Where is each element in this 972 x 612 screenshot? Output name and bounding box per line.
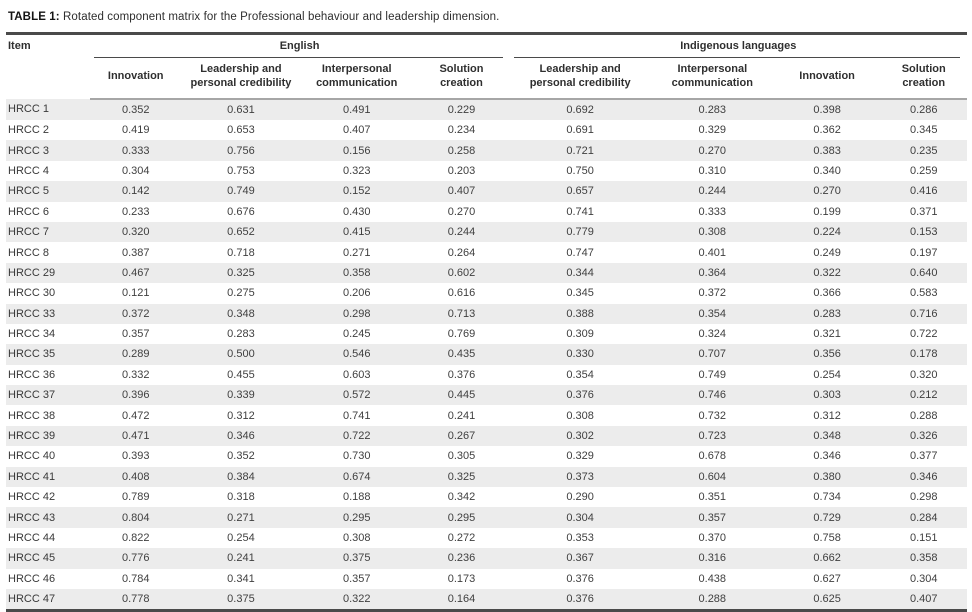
value-cell: 0.351 [698, 491, 727, 504]
value-cell: 0.197 [909, 246, 938, 259]
value-cell: 0.445 [447, 389, 476, 402]
value-cell: 0.288 [651, 589, 774, 611]
value-cell: 0.373 [566, 470, 594, 483]
value-cell: 0.283 [698, 103, 727, 116]
value-cell: 0.259 [909, 164, 938, 177]
value-cell: 0.267 [447, 430, 476, 443]
value-cell: 0.753 [227, 164, 255, 177]
value-cell: 0.419 [121, 124, 150, 137]
table-row [6, 569, 967, 589]
value-cell: 0.366 [813, 287, 841, 300]
value-cell: 0.254 [813, 368, 841, 381]
table-row [6, 304, 967, 324]
value-cell: 0.121 [121, 287, 150, 300]
value-cell: 0.289 [121, 348, 150, 361]
value-cell: 0.346 [813, 450, 841, 463]
table-row [6, 528, 967, 548]
table-row [6, 202, 967, 222]
value-cell: 0.653 [227, 124, 255, 137]
value-cell: 0.604 [698, 470, 727, 483]
value-cell: 0.358 [909, 552, 938, 565]
table-body [6, 99, 967, 611]
value-cell: 0.188 [342, 491, 371, 504]
value-cell: 0.380 [813, 470, 841, 483]
component-matrix-table [6, 32, 967, 612]
table-row [6, 242, 967, 262]
table-row [6, 548, 967, 568]
value-cell: 0.769 [447, 328, 476, 341]
row-item-label: HRCC 1 [8, 103, 49, 116]
value-cell: 0.750 [566, 164, 594, 177]
value-cell: 0.308 [342, 531, 371, 544]
row-item-label: HRCC 46 [8, 572, 56, 585]
value-cell: 0.707 [698, 348, 727, 361]
value-cell: 0.312 [227, 409, 255, 422]
value-cell: 0.233 [121, 205, 150, 218]
value-cell: 0.258 [447, 144, 476, 157]
column-header-label: Leadership and personal credibility [190, 63, 292, 90]
value-cell: 0.353 [566, 531, 594, 544]
value-cell: 0.352 [121, 103, 150, 116]
value-cell: 0.322 [813, 266, 841, 279]
value-cell: 0.455 [227, 368, 255, 381]
row-item-label: HRCC 41 [8, 470, 56, 483]
value-cell: 0.346 [909, 470, 938, 483]
table-row [6, 405, 967, 425]
value-cell: 0.333 [121, 144, 150, 157]
value-cell: 0.732 [698, 409, 727, 422]
value-cell: 0.779 [566, 226, 594, 239]
value-cell: 0.345 [909, 124, 938, 137]
value-cell: 0.388 [566, 307, 594, 320]
value-cell: 0.398 [813, 103, 841, 116]
value-cell: 0.357 [121, 328, 150, 341]
value-cell: 0.324 [698, 328, 727, 341]
value-cell: 0.407 [880, 589, 967, 611]
value-cell: 0.325 [227, 266, 255, 279]
value-cell: 0.367 [566, 552, 594, 565]
row-item-label: HRCC 4 [8, 164, 49, 177]
table-row [6, 589, 967, 611]
value-cell: 0.616 [447, 287, 476, 300]
value-cell: 0.206 [342, 287, 371, 300]
value-cell: 0.304 [909, 572, 938, 585]
value-cell: 0.142 [121, 185, 150, 198]
row-item-label: HRCC 42 [8, 491, 56, 504]
group-header-english: English [90, 34, 510, 59]
table-caption-text: Rotated component matrix for the Professional behaviour and leadership dimension. [63, 11, 500, 23]
value-cell: 0.376 [566, 572, 594, 585]
value-cell: 0.776 [121, 552, 150, 565]
value-cell: 0.572 [342, 389, 371, 402]
value-cell: 0.416 [909, 185, 938, 198]
value-cell: 0.341 [227, 572, 255, 585]
value-cell: 0.322 [300, 589, 413, 611]
value-cell: 0.320 [909, 368, 938, 381]
value-cell: 0.298 [342, 307, 371, 320]
value-cell: 0.376 [566, 389, 594, 402]
value-cell: 0.235 [909, 144, 938, 157]
value-cell: 0.329 [698, 124, 727, 137]
value-cell: 0.376 [510, 589, 651, 611]
value-cell: 0.691 [566, 124, 594, 137]
row-item-label: HRCC 8 [8, 246, 49, 259]
value-cell: 0.356 [813, 348, 841, 361]
value-cell: 0.286 [909, 103, 938, 116]
value-cell: 0.330 [566, 348, 594, 361]
value-cell: 0.747 [566, 246, 594, 259]
value-cell: 0.325 [447, 470, 476, 483]
row-item-label: HRCC 33 [8, 307, 56, 320]
group-header-row [6, 34, 967, 59]
table-caption [8, 11, 967, 23]
value-cell: 0.758 [813, 531, 841, 544]
value-cell: 0.491 [342, 103, 371, 116]
value-cell: 0.298 [909, 491, 938, 504]
value-cell: 0.304 [121, 164, 150, 177]
row-item-label: HRCC 45 [8, 552, 56, 565]
value-cell: 0.730 [342, 450, 371, 463]
value-cell: 0.401 [698, 246, 727, 259]
value-cell: 0.354 [698, 307, 727, 320]
column-header-indigenous-innovation [774, 58, 881, 99]
value-cell: 0.377 [909, 450, 938, 463]
row-item-label: HRCC 39 [8, 430, 56, 443]
value-cell: 0.741 [566, 205, 594, 218]
value-cell: 0.310 [698, 164, 727, 177]
value-cell: 0.546 [342, 348, 371, 361]
row-item-label: HRCC 30 [8, 287, 56, 300]
value-cell: 0.652 [227, 226, 255, 239]
value-cell: 0.305 [447, 450, 476, 463]
value-cell: 0.631 [227, 103, 255, 116]
value-cell: 0.396 [121, 389, 150, 402]
value-cell: 0.236 [447, 552, 476, 565]
value-cell: 0.323 [342, 164, 371, 177]
value-cell: 0.583 [909, 287, 938, 300]
column-header-label: Innovation [107, 70, 164, 83]
row-item-label: HRCC 5 [8, 185, 49, 198]
value-cell: 0.321 [813, 328, 841, 341]
value-cell: 0.430 [342, 205, 371, 218]
value-cell: 0.283 [813, 307, 841, 320]
table-row [6, 365, 967, 385]
row-item-label: HRCC 43 [8, 511, 56, 524]
value-cell: 0.283 [227, 328, 255, 341]
value-cell: 0.270 [698, 144, 727, 157]
value-cell: 0.304 [566, 511, 594, 524]
value-cell: 0.721 [566, 144, 594, 157]
value-cell: 0.718 [227, 246, 255, 259]
row-item-label: HRCC 3 [8, 144, 49, 157]
value-cell: 0.178 [909, 348, 938, 361]
row-item-label: HRCC 34 [8, 328, 56, 341]
value-cell: 0.316 [698, 552, 727, 565]
row-item-label: HRCC 44 [8, 531, 56, 544]
column-header-label: Solution creation [439, 63, 484, 90]
value-cell: 0.352 [227, 450, 255, 463]
row-item-label: HRCC 35 [8, 348, 56, 361]
value-cell: 0.346 [227, 430, 255, 443]
row-item-label: HRCC 40 [8, 450, 56, 463]
table-row [6, 120, 967, 140]
table-row [6, 426, 967, 446]
value-cell: 0.756 [227, 144, 255, 157]
column-header-english-solution [413, 58, 509, 99]
row-item-label: HRCC 7 [8, 226, 49, 239]
value-cell: 0.662 [813, 552, 841, 565]
value-cell: 0.234 [447, 124, 476, 137]
value-cell: 0.245 [342, 328, 371, 341]
value-cell: 0.362 [813, 124, 841, 137]
value-cell: 0.372 [698, 287, 727, 300]
value-cell: 0.308 [698, 226, 727, 239]
column-header-label: Innovation [799, 70, 855, 83]
value-cell: 0.270 [813, 185, 841, 198]
value-cell: 0.164 [413, 589, 509, 611]
value-cell: 0.241 [447, 409, 476, 422]
value-cell: 0.408 [121, 470, 150, 483]
value-cell: 0.716 [909, 307, 938, 320]
value-cell: 0.749 [227, 185, 255, 198]
group-header-indigenous-languages: Indigenous languages [510, 34, 967, 59]
value-cell: 0.741 [342, 409, 371, 422]
value-cell: 0.203 [447, 164, 476, 177]
value-cell: 0.224 [813, 226, 841, 239]
value-cell: 0.312 [813, 409, 841, 422]
table-row [6, 140, 967, 160]
value-cell: 0.375 [342, 552, 371, 565]
row-item-label: HRCC 29 [8, 266, 56, 279]
column-header-item: Item [6, 34, 90, 99]
value-cell: 0.342 [447, 491, 476, 504]
value-cell: 0.326 [909, 430, 938, 443]
value-cell: 0.500 [227, 348, 255, 361]
row-item-label: HRCC 37 [8, 389, 56, 402]
value-cell: 0.152 [342, 185, 371, 198]
value-cell: 0.640 [909, 266, 938, 279]
value-cell: 0.371 [909, 205, 938, 218]
column-header-english-innovation [90, 58, 182, 99]
value-cell: 0.229 [447, 103, 476, 116]
value-cell: 0.302 [566, 430, 594, 443]
column-header-label: Interpersonal communication [316, 63, 398, 90]
value-cell: 0.383 [813, 144, 841, 157]
value-cell: 0.804 [121, 511, 150, 524]
value-cell: 0.270 [447, 205, 476, 218]
value-cell: 0.153 [909, 226, 938, 239]
value-cell: 0.358 [342, 266, 371, 279]
value-cell: 0.295 [342, 511, 371, 524]
value-cell: 0.822 [121, 531, 150, 544]
value-cell: 0.244 [698, 185, 727, 198]
value-cell: 0.749 [698, 368, 727, 381]
value-cell: 0.354 [566, 368, 594, 381]
value-cell: 0.627 [813, 572, 841, 585]
value-cell: 0.415 [342, 226, 371, 239]
column-header-indigenous-interpersonal [651, 58, 774, 99]
table-row [6, 324, 967, 344]
value-cell: 0.729 [813, 511, 841, 524]
value-cell: 0.348 [813, 430, 841, 443]
value-cell: 0.784 [121, 572, 150, 585]
column-header-english-leadership [182, 58, 300, 99]
value-cell: 0.471 [121, 430, 150, 443]
row-item-label: HRCC 38 [8, 409, 56, 422]
value-cell: 0.318 [227, 491, 255, 504]
table-row [6, 181, 967, 201]
row-item-label: HRCC 6 [8, 205, 49, 218]
value-cell: 0.357 [698, 511, 727, 524]
value-cell: 0.156 [342, 144, 371, 157]
value-cell: 0.272 [447, 531, 476, 544]
row-item-label: HRCC 36 [8, 368, 56, 381]
value-cell: 0.303 [813, 389, 841, 402]
value-cell: 0.288 [909, 409, 938, 422]
value-cell: 0.384 [227, 470, 255, 483]
column-header-indigenous-solution [880, 58, 967, 99]
value-cell: 0.264 [447, 246, 476, 259]
table-row [6, 467, 967, 487]
value-cell: 0.340 [813, 164, 841, 177]
column-header-indigenous-leadership [510, 58, 651, 99]
value-cell: 0.249 [813, 246, 841, 259]
column-header-label: Leadership and personal credibility [529, 63, 631, 90]
value-cell: 0.674 [342, 470, 371, 483]
value-cell: 0.376 [447, 368, 476, 381]
value-cell: 0.309 [566, 328, 594, 341]
value-cell: 0.212 [909, 389, 938, 402]
value-cell: 0.602 [447, 266, 476, 279]
value-cell: 0.199 [813, 205, 841, 218]
value-cell: 0.713 [447, 307, 476, 320]
table-row [6, 263, 967, 283]
value-cell: 0.329 [566, 450, 594, 463]
value-cell: 0.284 [909, 511, 938, 524]
value-cell: 0.722 [909, 328, 938, 341]
value-cell: 0.332 [121, 368, 150, 381]
value-cell: 0.435 [447, 348, 476, 361]
value-cell: 0.467 [121, 266, 150, 279]
value-cell: 0.333 [698, 205, 727, 218]
value-cell: 0.407 [447, 185, 476, 198]
value-cell: 0.734 [813, 491, 841, 504]
value-cell: 0.357 [342, 572, 371, 585]
value-cell: 0.723 [698, 430, 727, 443]
value-cell: 0.678 [698, 450, 727, 463]
value-cell: 0.290 [566, 491, 594, 504]
value-cell: 0.244 [447, 226, 476, 239]
value-cell: 0.722 [342, 430, 371, 443]
value-cell: 0.625 [774, 589, 881, 611]
table-caption-label: TABLE 1: [8, 11, 60, 23]
column-header-label: Solution creation [901, 63, 946, 90]
value-cell: 0.657 [566, 185, 594, 198]
value-cell: 0.387 [121, 246, 150, 259]
table-row [6, 507, 967, 527]
table-row [6, 99, 967, 120]
value-cell: 0.308 [566, 409, 594, 422]
value-cell: 0.364 [698, 266, 727, 279]
value-cell: 0.151 [909, 531, 938, 544]
value-cell: 0.348 [227, 307, 255, 320]
value-cell: 0.320 [121, 226, 150, 239]
sub-header-row [6, 58, 967, 99]
row-item-label: HRCC 2 [8, 124, 49, 137]
table-row [6, 344, 967, 364]
value-cell: 0.271 [227, 511, 255, 524]
table-row [6, 487, 967, 507]
value-cell: 0.295 [447, 511, 476, 524]
table-row [6, 161, 967, 181]
value-cell: 0.375 [182, 589, 300, 611]
value-cell: 0.472 [121, 409, 150, 422]
value-cell: 0.778 [90, 589, 182, 611]
value-cell: 0.692 [566, 103, 594, 116]
value-cell: 0.372 [121, 307, 150, 320]
value-cell: 0.173 [447, 572, 476, 585]
row-item-label: HRCC 47 [6, 589, 90, 611]
table-row [6, 283, 967, 303]
value-cell: 0.370 [698, 531, 727, 544]
value-cell: 0.275 [227, 287, 255, 300]
value-cell: 0.746 [698, 389, 727, 402]
value-cell: 0.603 [342, 368, 371, 381]
value-cell: 0.339 [227, 389, 255, 402]
value-cell: 0.271 [342, 246, 371, 259]
table-row [6, 385, 967, 405]
value-cell: 0.254 [227, 531, 255, 544]
value-cell: 0.438 [698, 572, 727, 585]
table-row [6, 446, 967, 466]
value-cell: 0.393 [121, 450, 150, 463]
value-cell: 0.676 [227, 205, 255, 218]
column-header-english-interpersonal [300, 58, 413, 99]
value-cell: 0.345 [566, 287, 594, 300]
value-cell: 0.407 [342, 124, 371, 137]
value-cell: 0.789 [121, 491, 150, 504]
value-cell: 0.344 [566, 266, 594, 279]
table-row [6, 222, 967, 242]
value-cell: 0.241 [227, 552, 255, 565]
column-header-label: Interpersonal communication [671, 63, 753, 90]
